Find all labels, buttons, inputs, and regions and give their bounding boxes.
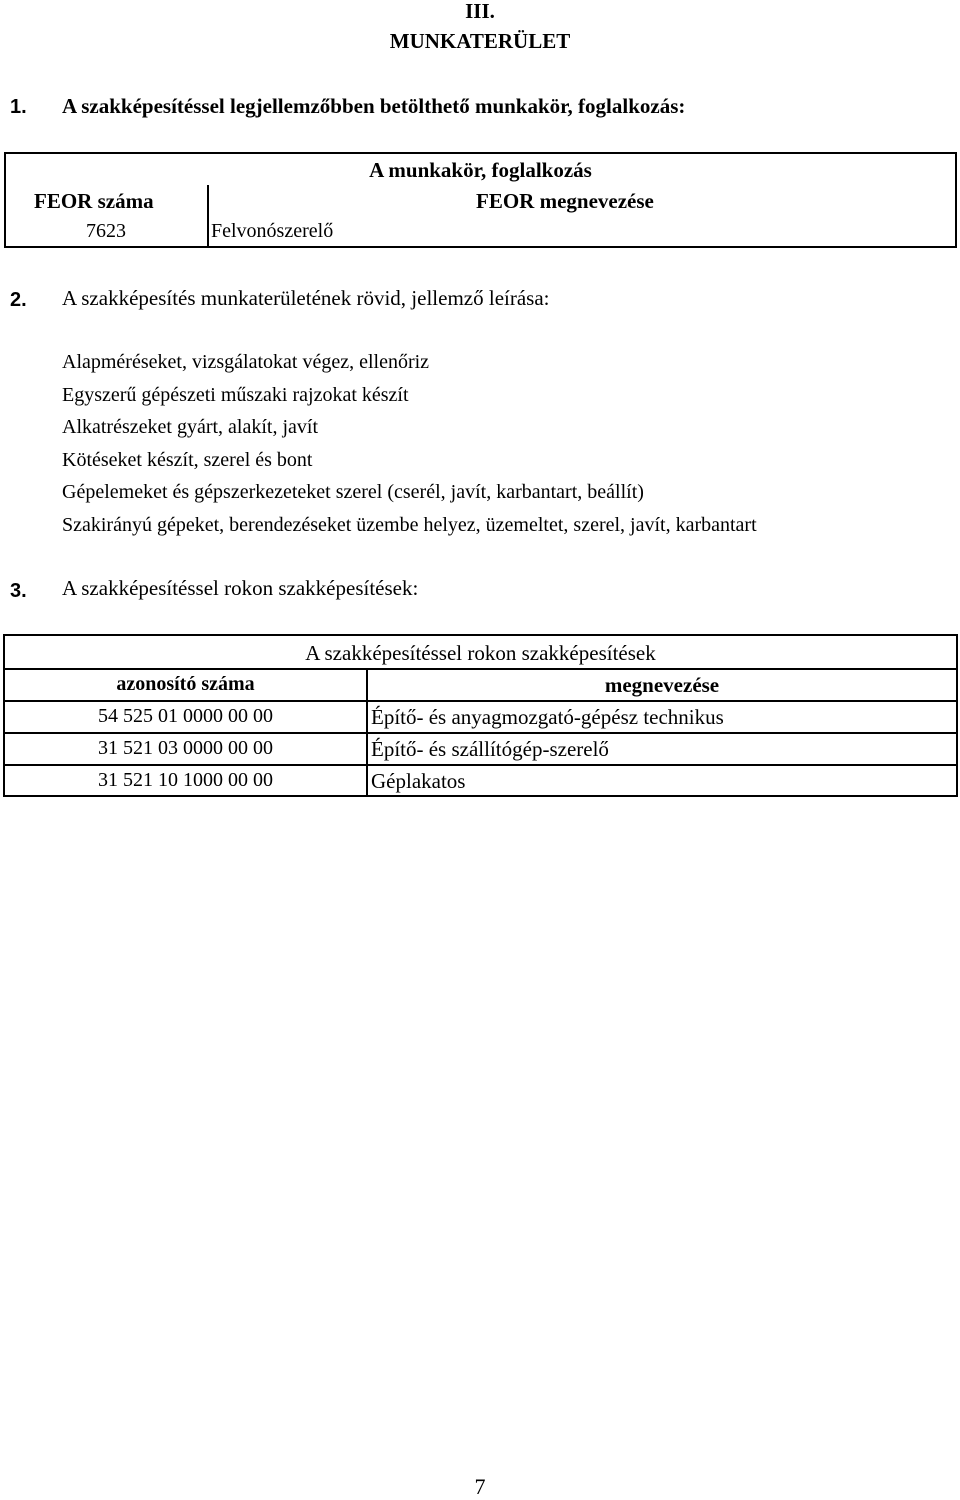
id-number-header: azonosító száma	[116, 673, 255, 695]
table-divider	[207, 185, 209, 248]
chapter-title: MUNKATERÜLET	[389, 29, 571, 53]
occupation-table-header: A munkakör, foglalkozás	[369, 158, 592, 182]
feor-number-cell: 7623	[86, 220, 126, 242]
description-item: Kötéseket készít, szerel és bont	[62, 448, 313, 471]
section-3-number: 3.	[10, 580, 27, 602]
qualification-name-cell: Építő- és szállítógép-szerelő	[371, 737, 609, 761]
description-item: Alkatrészeket gyárt, alakít, javít	[62, 416, 319, 438]
feor-number-header: FEOR száma	[34, 189, 154, 213]
table-divider	[366, 668, 368, 795]
description-item: Egyszerű gépészeti műszaki rajzokat készít	[62, 383, 409, 406]
chapter-number: III.	[465, 0, 495, 23]
section-2-number: 2.	[10, 289, 27, 311]
feor-name-header: FEOR megnevezése	[476, 189, 654, 213]
feor-name-cell: Felvonószerelő	[211, 220, 334, 242]
section-1-heading: A szakképesítéssel legjellemzőbben betölthető munkakör, foglalkozás:	[62, 94, 686, 118]
section-1-number: 1.	[10, 96, 27, 118]
qualification-id-cell: 31 521 03 0000 00 00	[98, 737, 273, 759]
section-3-heading: A szakképesítéssel rokon szakképesítések:	[62, 576, 419, 600]
qualification-id-cell: 31 521 10 1000 00 00	[98, 769, 273, 791]
qualification-name-header: megnevezése	[604, 673, 720, 697]
qualification-name-cell: Géplakatos	[371, 769, 466, 793]
description-item: Gépelemeket és gépszerkezeteket szerel (cserél, javít, karbantart, beállít)	[62, 481, 644, 503]
work-area-description-list	[62, 346, 757, 541]
section-2-heading: A szakképesítés munkaterületének rövid, jellemző leírása:	[62, 286, 550, 310]
qualification-name-cell: Építő- és anyagmozgató-gépész technikus	[371, 705, 724, 729]
page-number: 7	[474, 1474, 486, 1499]
qualification-id-cell: 54 525 01 0000 00 00	[98, 705, 273, 727]
related-qualifications-table	[3, 634, 958, 797]
related-table-header: A szakképesítéssel rokon szakképesítések	[305, 641, 656, 665]
occupation-table	[4, 152, 957, 248]
description-item: Alapméréseket, vizsgálatokat végez, ellenőriz	[62, 351, 430, 373]
description-item: Szakirányú gépeket, berendezéseket üzembe helyez, üzemeltet, szerel, javít, karbantart	[62, 513, 757, 536]
